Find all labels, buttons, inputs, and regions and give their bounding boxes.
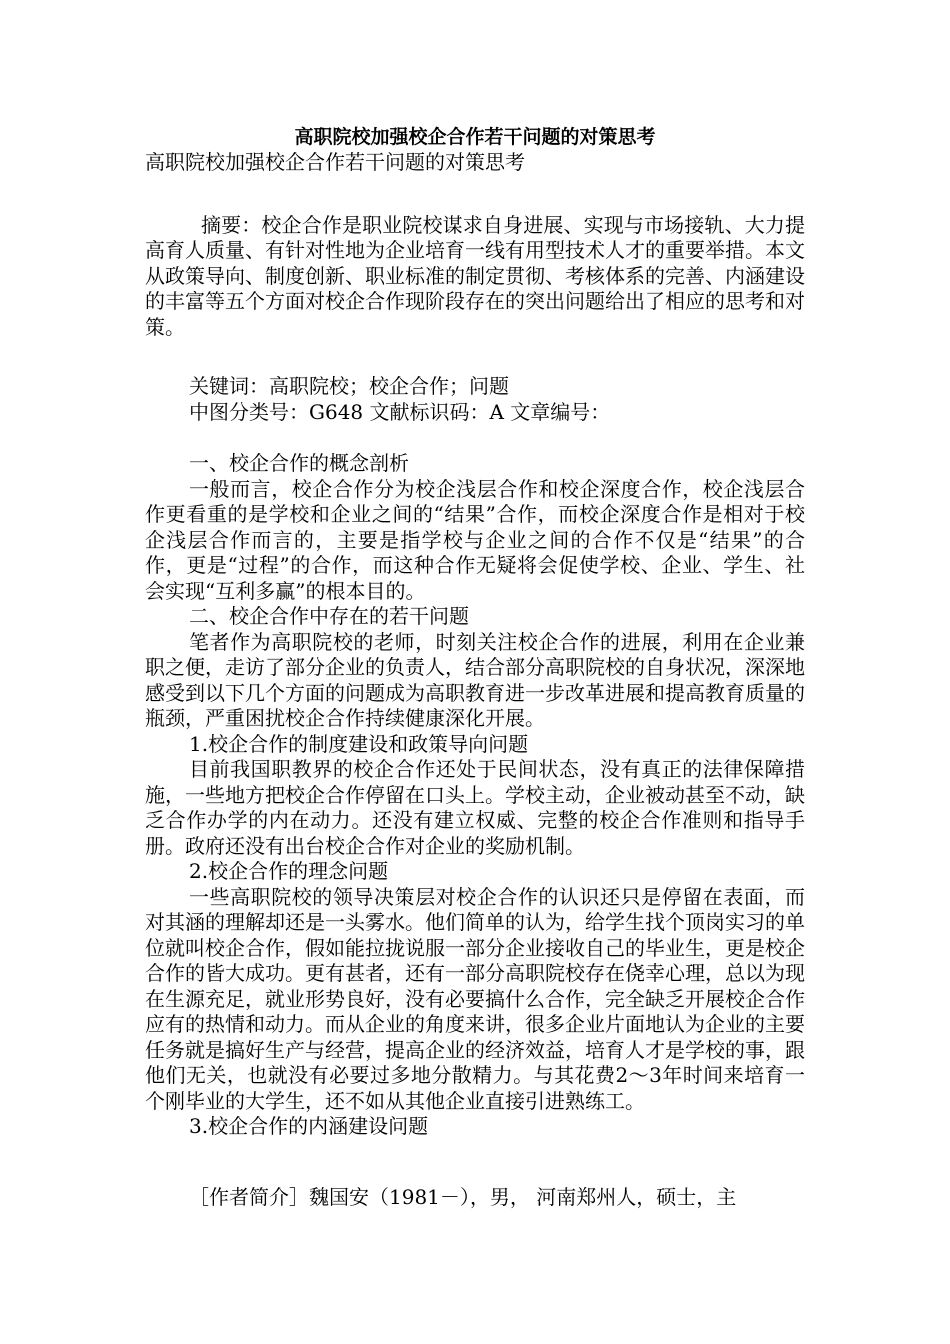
section-1-paragraph: 一般而言，校企合作分为校企浅层合作和校企深度合作，校企浅层合作更看重的是学校和企业之间的“结果”合作，而校企深度合作是相对于校企浅层合作而言的，主要是指学校与企业之间的合作不仅是“结果”的合作，更是“过程”的合作，而这种合作无疑将会促使学校、企业、学生、社会实现“互利多赢”的根本目的。 [145, 476, 805, 603]
subsection-2-heading: 2.校企合作的理念问题 [189, 859, 389, 883]
keywords-line: 关键词：高职院校；校企合作；问题 [189, 374, 509, 398]
section-2-paragraph: 笔者作为高职院校的老师，时刻关注校企合作的进展，利用在企业兼职之便，走访了部分企业的负责人，结合部分高职院校的自身状况，深深地感受到以下几个方面的问题成为高职教育进一步改革进展和提高教育质量的瓶颈，严重困扰校企合作持续健康深化开展。 [145, 629, 805, 730]
abstract-paragraph: 摘要：校企合作是职业院校谋求自身进展、实现与市场接轨、大力提高育人质量、有针对性地为企业培育一线有用型技术人才的重要举措。本文从政策导向、制度创新、职业标准的制定贯彻、考核体系的完善、内涵建设的丰富等五个方面对校企合作现阶段存在的突出问题给出了相应的思考和对策。 [145, 212, 805, 339]
spacer [145, 340, 805, 374]
spacer [145, 176, 805, 213]
spacer [145, 425, 805, 451]
section-1-heading: 一、校企合作的概念剖析 [189, 451, 409, 475]
subsection-1-heading: 1.校企合作的制度建设和政策导向问题 [189, 731, 529, 756]
subsection-3-heading: 3.校企合作的内涵建设问题 [189, 1114, 429, 1138]
document-body [145, 150, 805, 1210]
document-subtitle: 高职院校加强校企合作若干问题的对策思考 [145, 150, 525, 174]
author-note: ［作者简介］魏国安（1981－），男， 河南郑州人，硕士，主 [189, 1184, 737, 1209]
spacer [145, 1140, 805, 1185]
section-2-heading: 二、校企合作中存在的若干问题 [189, 604, 469, 628]
classification-line: 中图分类号：G648 文献标识码：A 文章编号： [189, 399, 611, 424]
subsection-2-paragraph: 一些高职院校的领导决策层对校企合作的认识还只是停留在表面，而对其涵的理解却还是一头雾水。他们简单的认为，给学生找个顶岗实习的单位就叫校企合作，假如能拉拢说服一部分企业接收自己的毕业生，更是校企合作的皆大成功。更有甚者，还有一部分高职院校存在侥幸心理，总以为现在生源充足，就业形势良好，没有必要搞什么合作，完全缺乏开展校企合作应有的热情和动力。而从企业的角度来讲，很多企业片面地认为企业的主要任务就是搞好生产与经营，提高企业的经济效益，培育人才是学校的事，跟他们无关，也就没有必要过多地分散精力。与其花费2～3年时间来培育一个刚毕业的大学生，还不如从其他企业直接引进熟练工。 [145, 884, 805, 1113]
subsection-1-paragraph: 目前我国职教界的校企合作还处于民间状态，没有真正的法律保障措施，一些地方把校企合作停留在口头上。学校主动，企业被动甚至不动，缺乏合作办学的内在动力。还没有建立权威、完整的校企合作准则和指导手册。政府还没有出台校企合作对企业的奖励机制。 [145, 757, 805, 858]
document-title: 高职院校加强校企合作若干问题的对策思考 [294, 126, 656, 148]
